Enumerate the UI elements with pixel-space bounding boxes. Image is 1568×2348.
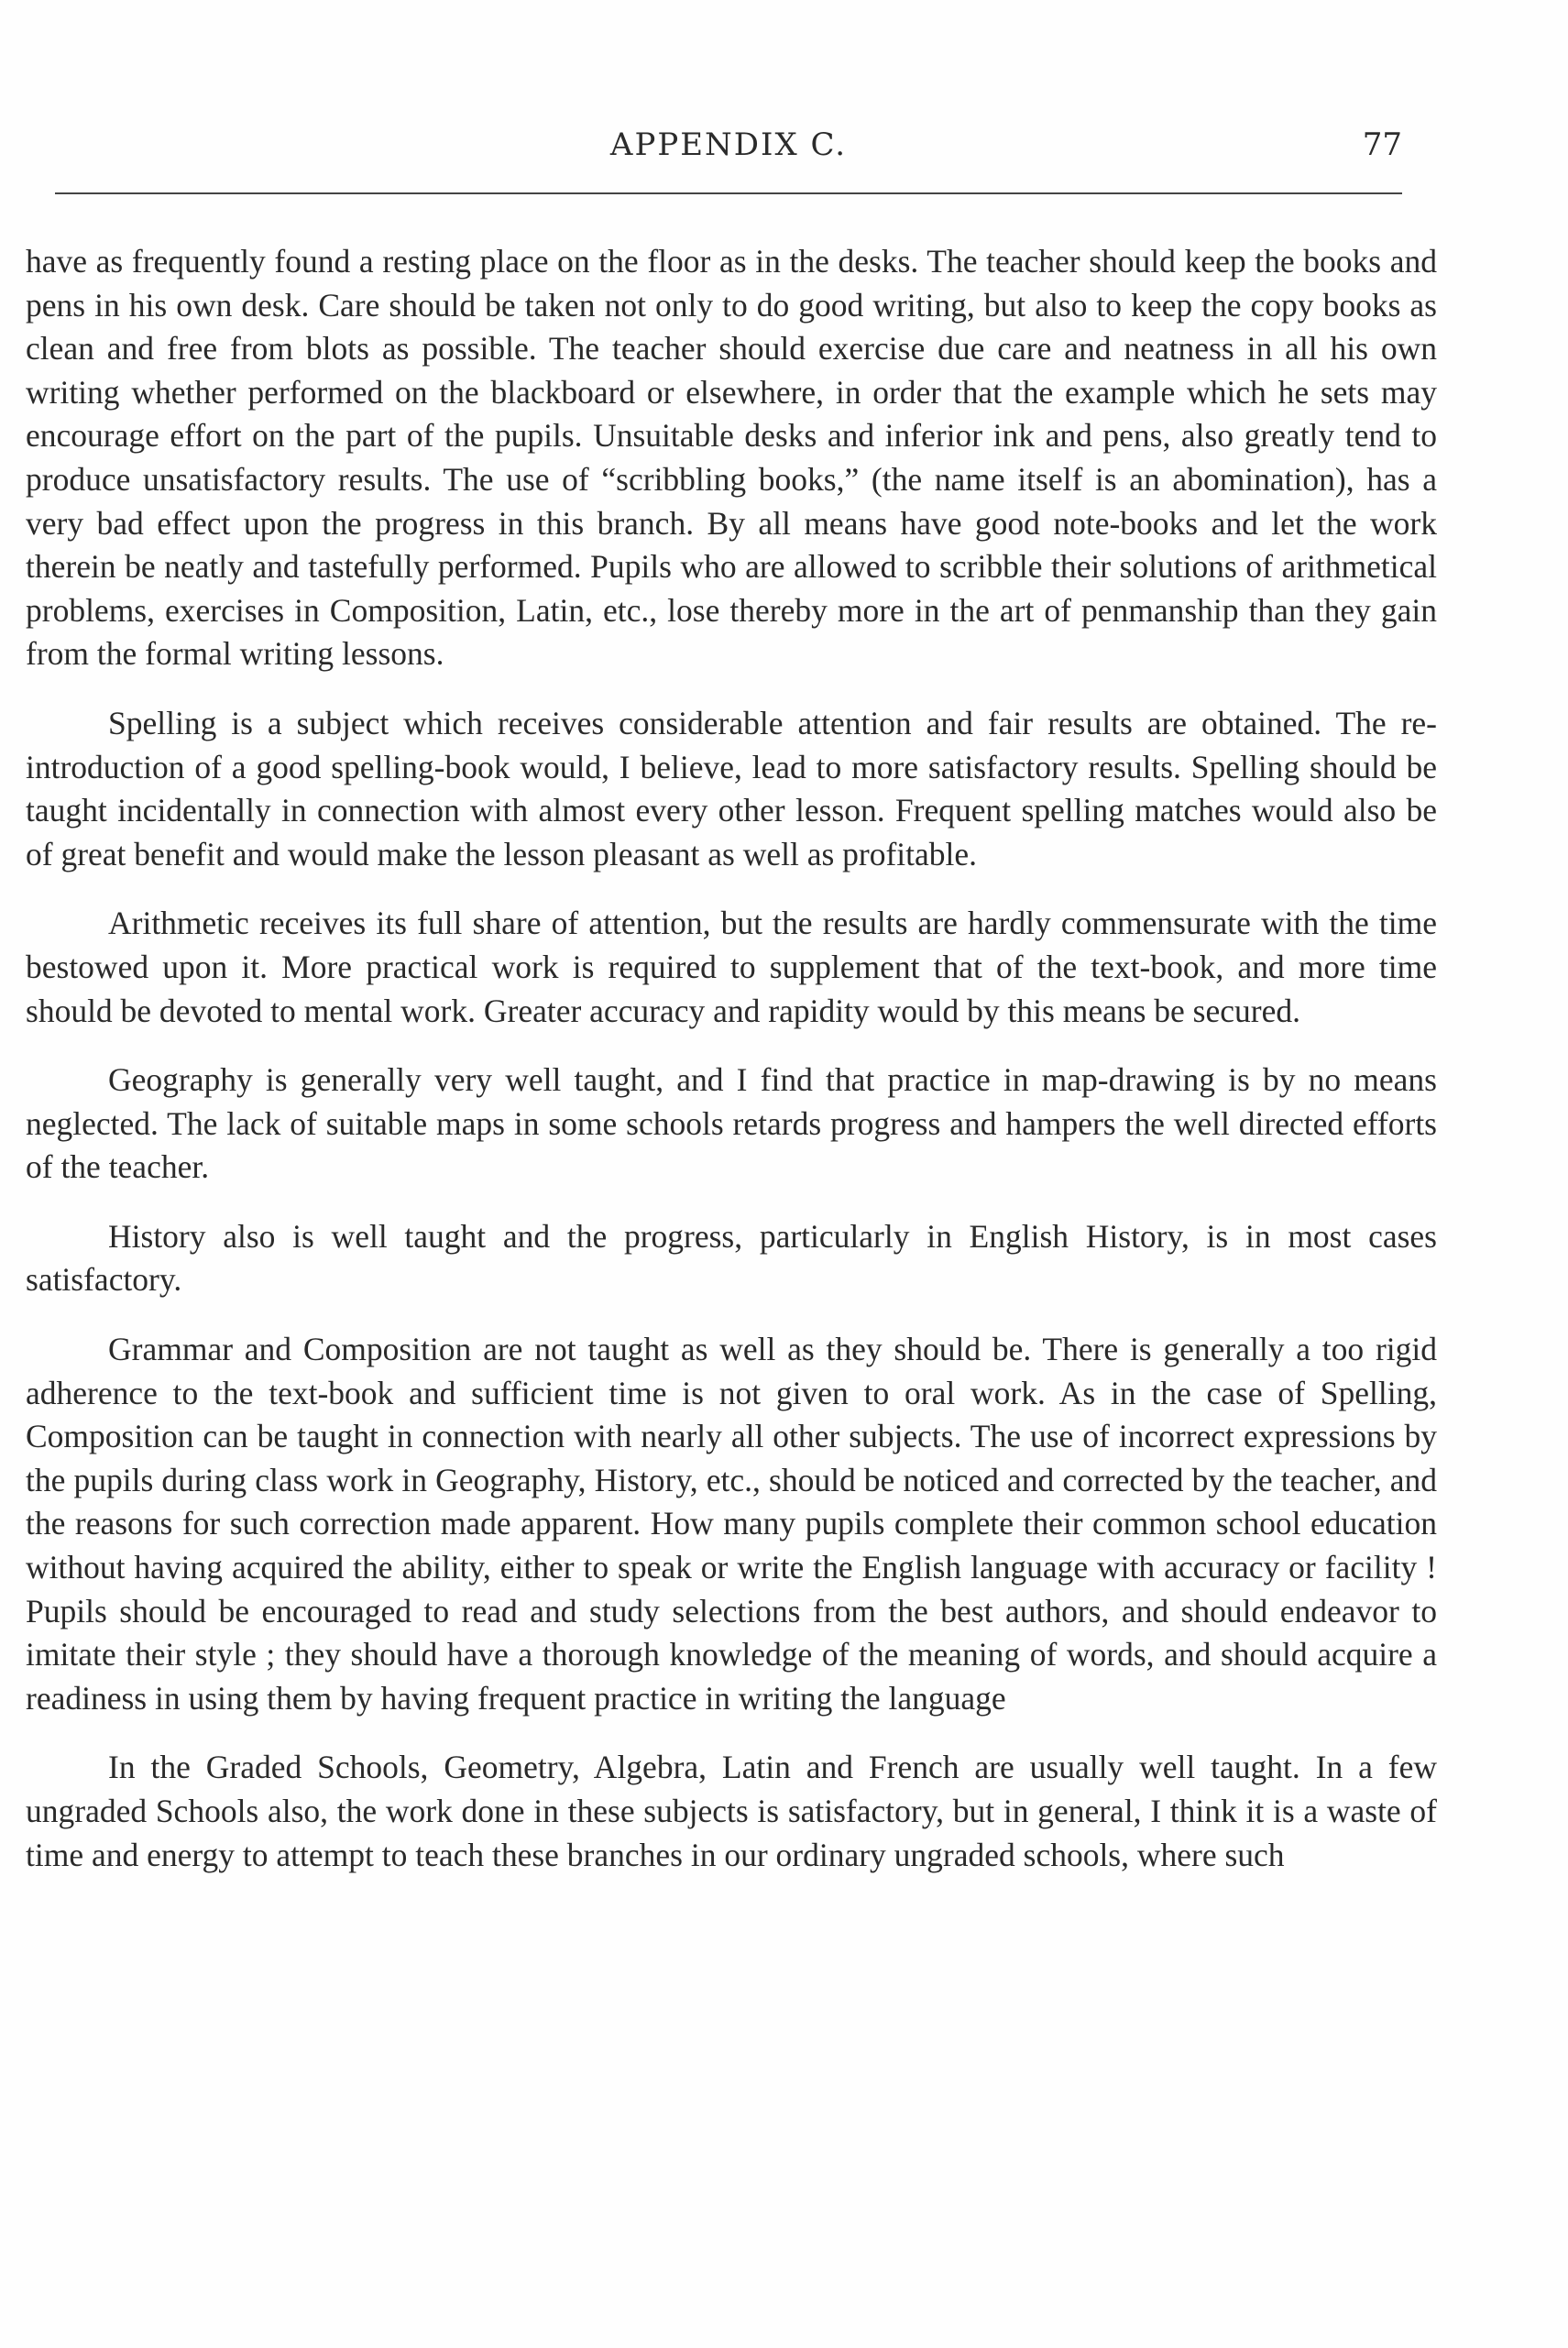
paragraph-history: History also is well taught and the progress, particularly in English History, is in most cases satisfactory. (26, 1217, 1437, 1299)
page-number: 77 (1362, 126, 1402, 163)
paragraph-graded-schools: In the Graded Schools, Geometry, Algebra, Latin and French are usually well taught. In a few ungraded Schools also, the work done in these subjects is satisfactory, but in general, I think it is a waste of time and energy to attempt to teach these branches in our ordinary ungraded schools, where such (26, 1749, 1437, 1873)
running-head: APPENDIX C. (609, 126, 848, 163)
paragraph-writing-continued: have as frequently found a resting place on the floor as in the desks. The teacher should keep the books and pens in his own desk. Care should be taken not only to do good writing, but also to keep the copy books as clean and free from blots as possible. The teacher should exercise due care and neatness in all his own writing whether performed on the blackboard or elsewhere, in order that the example which he sets may encourage effort on the part of the pupils. Unsuitable desks and inferior ink and pens, also greatly tend to produce unsatisfactory results. The use of “scribbling books,” (the name itself is an abomination), has a very bad effect upon the progress in this branch. By all means have good note-books and let the work therein be neatly and tastefully performed. Pupils who are allowed to scribble their solutions of arithmetical problems, exercises in Composition, Latin, etc., lose thereby more in the art of penmanship than they gain from the formal writing lessons. (26, 243, 1437, 673)
paragraph-geography: Geography is generally very well taught, and I find that practice in map-drawing is by no means neglected. The lack of suitable maps in some schools retards progress and hampers the well directed efforts of the teacher. (26, 1061, 1437, 1186)
header-rule (55, 192, 1402, 194)
body-text (26, 240, 1437, 1903)
paragraph-arithmetic: Arithmetic receives its full share of attention, but the results are hardly commensurate with the time bestowed upon it. More practical work is required to supplement that of the text-book, and more time should be devoted to mental work. Greater accuracy and rapidity would by this means be secured. (26, 905, 1437, 1029)
page-header (55, 126, 1402, 172)
paragraph-grammar-composition: Grammar and Composition are not taught as well as they should be. There is generally a too rigid adherence to the text-book and sufficient time is not given to oral work. As in the case of Spelling, Composition can be taught in connection with nearly all other subjects. The use of incorrect expressions by the pupils during class work in Geography, History, etc., should be noticed and corrected by the teacher, and the reasons for such correction made apparent. How many pupils complete their common school education without having acquired the ability, either to speak or write the English language with accuracy or facility ! Pupils should be encouraged to read and study selections from the best authors, and should endeavor to imitate their style ; they should have a thorough knowledge of the meaning of words, and should acquire a readiness in using them by having frequent practice in writing the language (26, 1331, 1437, 1717)
paragraph-spelling: Spelling is a subject which receives considerable attention and fair results are obtained. The re-introduction of a good spelling-book would, I believe, lead to more satisfactory results. Spelling should be taught incidentally in connection with almost every other lesson. Frequent spelling matches would also be of great benefit and would make the lesson pleasant as well as profitable. (26, 704, 1437, 872)
